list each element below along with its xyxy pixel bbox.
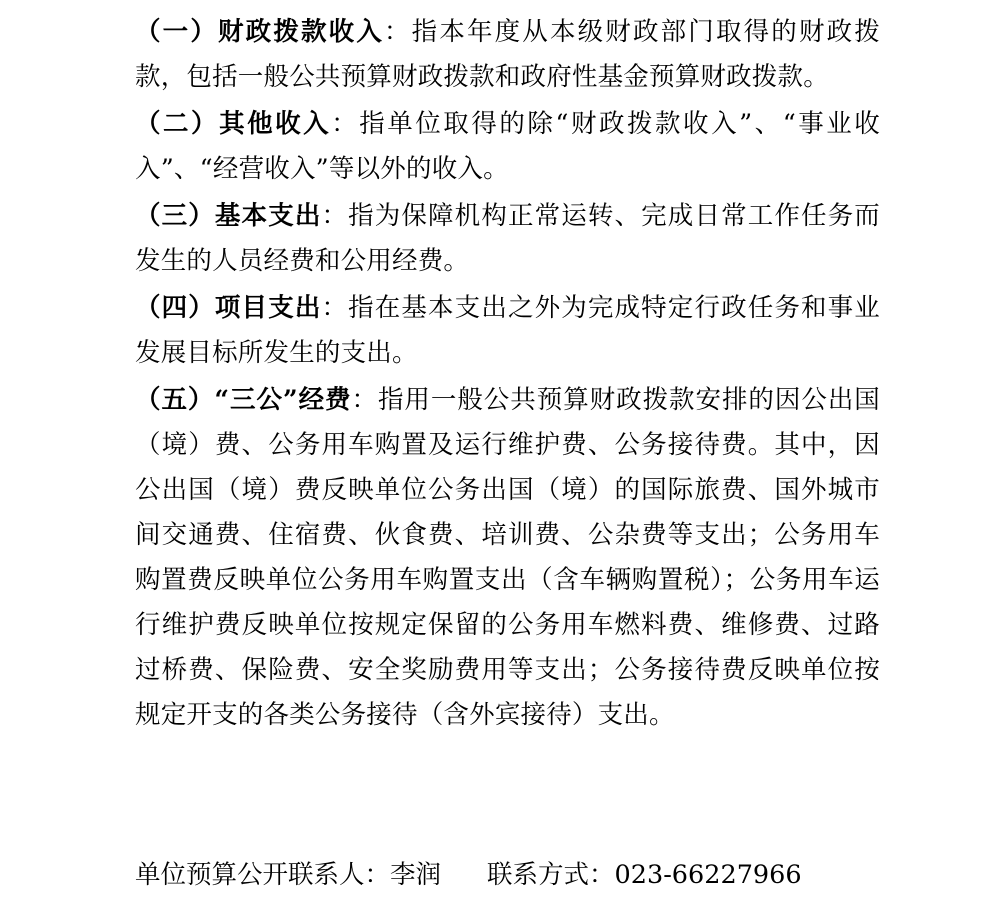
paragraph-item-2 xyxy=(135,102,880,192)
paragraph-text-4: ：指在基本支出之外为完成特定行政任务和事业发展目标所发生的支出。 xyxy=(135,293,880,368)
paragraph-item-5 xyxy=(135,378,880,738)
paragraph-label-2: （二）其他收入 xyxy=(135,109,332,139)
footer-contact-line xyxy=(135,853,880,898)
contact-phone: 联系方式：023-66227966 xyxy=(487,860,802,890)
paragraph-label-3: （三）基本支出 xyxy=(135,201,322,231)
paragraph-item-3 xyxy=(135,194,880,284)
paragraph-text-2: ：指单位取得的除“财政拨款收入”、“事业收入”、“经营收入”等以外的收入。 xyxy=(135,109,881,184)
paragraph-item-4 xyxy=(135,286,880,376)
budget-contact-person: 单位预算公开联系人：李润 xyxy=(135,860,442,890)
paragraph-item-1 xyxy=(135,10,880,100)
paragraph-label-5: （五）“三公”经费 xyxy=(135,385,352,415)
paragraph-text-3: ：指为保障机构正常运转、完成日常工作任务而发生的人员经费和公用经费。 xyxy=(135,201,880,276)
paragraph-label-1: （一）财政拨款收入 xyxy=(135,17,384,47)
paragraph-text-1: ：指本年度从本级财政部门取得的财政拨款，包括一般公共预算财政拨款和政府性基金预算财政拨款。 xyxy=(135,17,880,92)
paragraph-text-5: ：指用一般公共预算财政拨款安排的因公出国（境）费、公务用车购置及运行维护费、公务接待费。其中，因公出国（境）费反映单位公务出国（境）的国际旅费、国外城市间交通费、住宿费、伙食费、培训费、公杂费等支出；公务用车购置费反映单位公务用车购置支出（含车辆购置税）；公务用车运行维护费反映单位按规定保留的公务用车燃料费、维修费、过路过桥费、保险费、安全奖励费用等支出；公务接待费反映单位按规定开支的各类公务接待（含外宾接待）支出。 xyxy=(135,385,880,730)
paragraph-label-4: （四）项目支出 xyxy=(135,293,322,323)
